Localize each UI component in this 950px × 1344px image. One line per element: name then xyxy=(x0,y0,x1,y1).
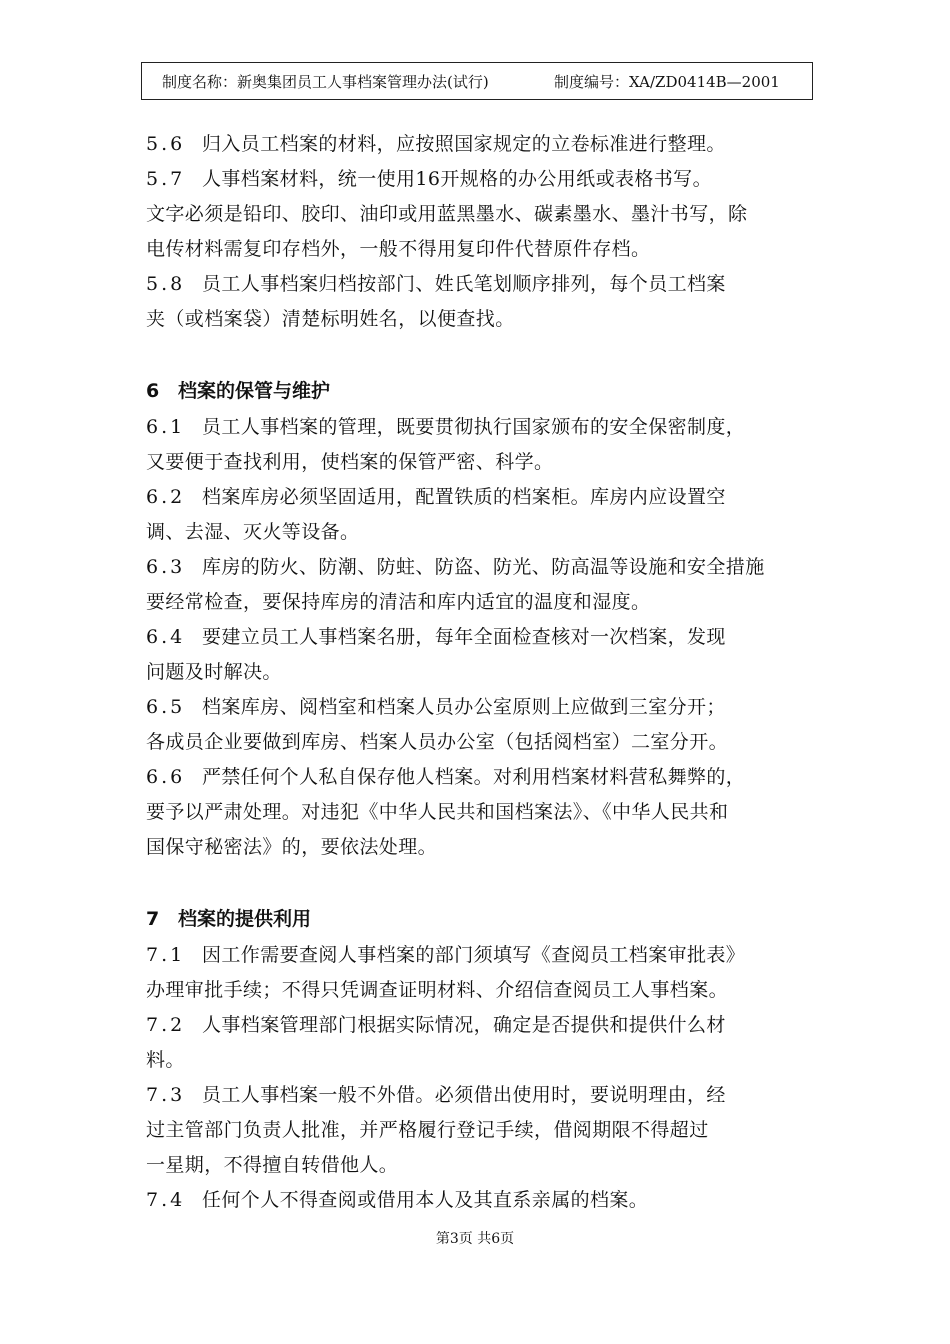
clause-7-3-line-2: 过主管部门负责人批准，并严格履行登记手续，借阅期限不得超过 xyxy=(146,1119,709,1141)
clause-5-6 xyxy=(146,127,822,162)
clause-number: 7.1 xyxy=(146,944,186,966)
clause-number: 5.7 xyxy=(146,168,186,190)
clause-6-4 xyxy=(146,620,822,655)
clause-text: 库房的防火、防潮、防蛀、防盗、防光、防高温等设施和安全措施 xyxy=(202,556,765,578)
section-number: 6 xyxy=(146,380,160,402)
clause-text: 员工人事档案归档按部门、姓氏笔划顺序排列，每个员工档案 xyxy=(202,273,726,295)
clause-5-7 xyxy=(146,162,822,197)
section-title: 档案的保管与维护 xyxy=(178,380,331,402)
clause-7-3 xyxy=(146,1078,822,1113)
clause-text: 档案库房、阅档室和档案人员办公室原则上应做到三室分开； xyxy=(202,696,726,718)
clause-number: 7.3 xyxy=(146,1084,186,1106)
clause-number: 7.2 xyxy=(146,1014,186,1036)
clause-7-2 xyxy=(146,1008,822,1043)
clause-6-2-line-2: 调、去湿、灭火等设备。 xyxy=(146,521,360,543)
clause-5-8 xyxy=(146,267,822,302)
clause-6-6 xyxy=(146,760,822,795)
clause-text: 归入员工档案的材料，应按照国家规定的立卷标准进行整理。 xyxy=(202,133,726,155)
clause-text: 人事档案管理部门根据实际情况，确定是否提供和提供什么材 xyxy=(202,1014,726,1036)
document-header xyxy=(141,62,813,100)
regulation-code: 制度编号：XA/ZD0414B—2001 xyxy=(554,73,780,91)
clause-number: 6.6 xyxy=(146,766,186,788)
clause-6-3 xyxy=(146,550,822,585)
clause-7-4 xyxy=(146,1183,822,1218)
clause-7-1 xyxy=(146,938,822,973)
clause-number: 6.1 xyxy=(146,416,186,438)
clause-7-1-line-2: 办理审批手续；不得只凭调查证明材料、介绍信查阅员工人事档案。 xyxy=(146,979,729,1001)
clause-text: 人事档案材料，统一使用16开规格的办公用纸或表格书写。 xyxy=(202,168,712,190)
clause-number: 5.8 xyxy=(146,273,186,295)
clause-number: 5.6 xyxy=(146,133,186,155)
clause-text: 严禁任何个人私自保存他人档案。对利用档案材料营私舞弊的， xyxy=(202,766,746,788)
clause-text: 要建立员工人事档案名册，每年全面检查核对一次档案，发现 xyxy=(202,626,726,648)
section-spacer xyxy=(146,865,822,900)
clause-5-7-line-3: 电传材料需复印存档外，一般不得用复印件代替原件存档。 xyxy=(146,238,651,260)
clause-5-7-line-2: 文字必须是铅印、胶印、油印或用蓝黑墨水、碳素墨水、墨汁书写，除 xyxy=(146,203,748,225)
section-number: 7 xyxy=(146,908,160,930)
clause-7-3-line-3: 一星期，不得擅自转借他人。 xyxy=(146,1154,399,1176)
clause-text: 员工人事档案一般不外借。必须借出使用时，要说明理由，经 xyxy=(202,1084,726,1106)
clause-text: 档案库房必须坚固适用，配置铁质的档案柜。库房内应设置空 xyxy=(202,486,726,508)
clause-6-5 xyxy=(146,690,822,725)
section-title: 档案的提供利用 xyxy=(178,908,312,930)
section-7-heading xyxy=(146,900,822,938)
clause-number: 6.2 xyxy=(146,486,186,508)
clause-6-1 xyxy=(146,410,822,445)
clause-6-4-line-2: 问题及时解决。 xyxy=(146,661,282,683)
clause-6-3-line-2: 要经常检查，要保持库房的清洁和库内适宜的温度和湿度。 xyxy=(146,591,651,613)
regulation-name: 制度名称：新奥集团员工人事档案管理办法(试行) xyxy=(162,73,489,91)
clause-text: 员工人事档案的管理，既要贯彻执行国家颁布的安全保密制度， xyxy=(202,416,746,438)
clause-text: 因工作需要查阅人事档案的部门须填写《查阅员工档案审批表》 xyxy=(202,944,746,966)
page-footer: 第3页 共6页 xyxy=(435,1231,515,1247)
clause-number: 6.4 xyxy=(146,626,186,648)
clause-5-8-line-2: 夹（或档案袋）清楚标明姓名，以便查找。 xyxy=(146,308,515,330)
section-spacer xyxy=(146,337,822,372)
clause-text: 任何个人不得查阅或借用本人及其直系亲属的档案。 xyxy=(202,1189,649,1211)
clause-6-6-line-2: 要予以严肃处理。对违犯《中华人民共和国档案法》、《中华人民共和 xyxy=(146,801,729,823)
document-body xyxy=(146,127,822,1218)
clause-6-5-line-2: 各成员企业要做到库房、档案人员办公室（包括阅档室）二室分开。 xyxy=(146,731,729,753)
clause-number: 6.3 xyxy=(146,556,186,578)
clause-6-2 xyxy=(146,480,822,515)
clause-number: 6.5 xyxy=(146,696,186,718)
clause-number: 7.4 xyxy=(146,1189,186,1211)
clause-6-6-line-3: 国保守秘密法》的，要依法处理。 xyxy=(146,836,438,858)
clause-7-2-line-2: 料。 xyxy=(146,1049,185,1071)
clause-6-1-line-2: 又要便于查找利用，使档案的保管严密、科学。 xyxy=(146,451,554,473)
section-6-heading xyxy=(146,372,822,410)
